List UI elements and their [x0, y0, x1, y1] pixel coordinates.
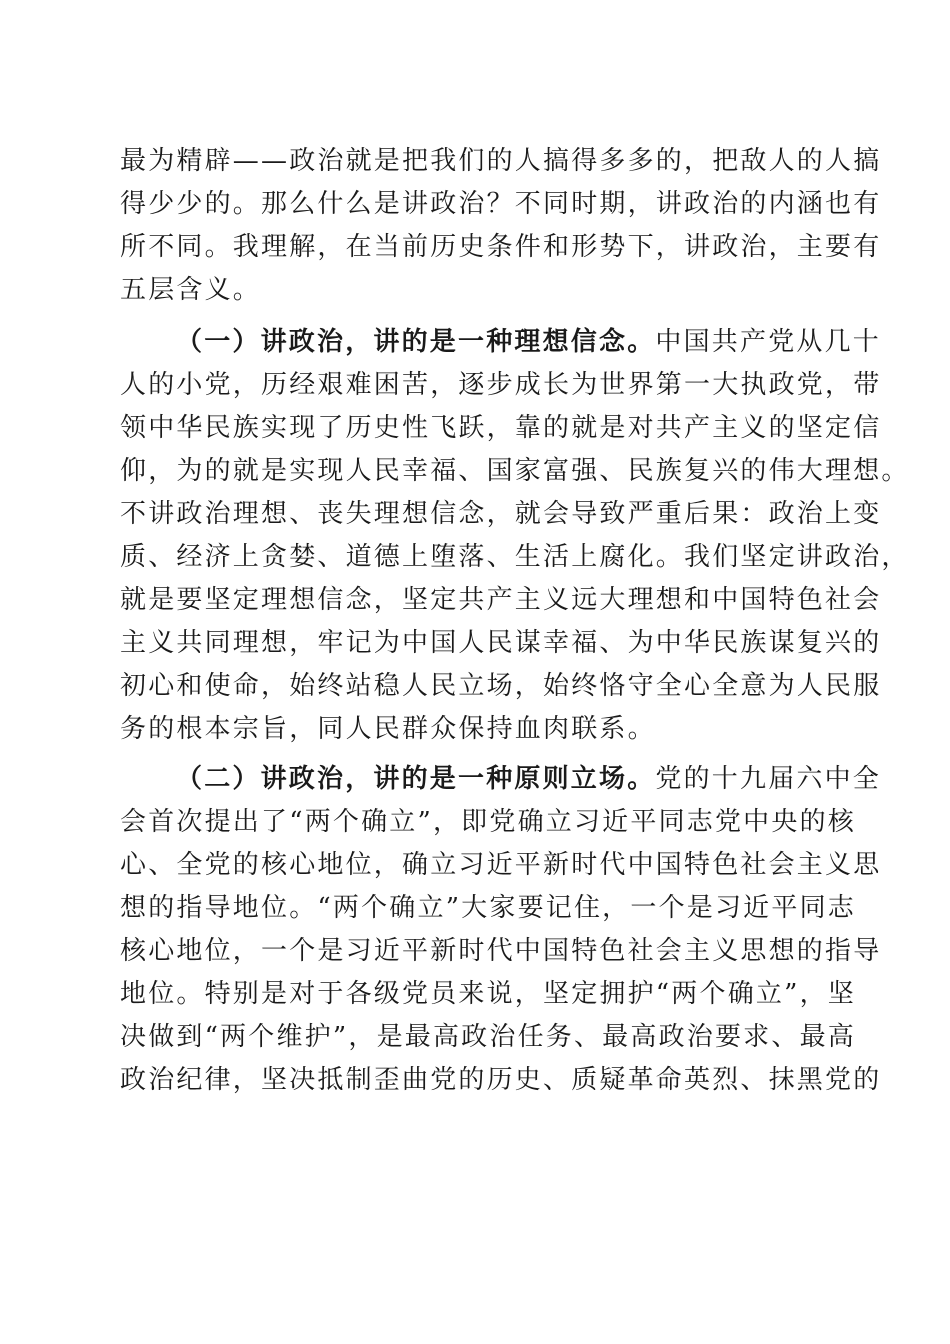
text-line: 决做到“两个维护”，是最高政治任务、最高政治要求、最高 — [120, 1022, 856, 1052]
text-line: 想的指导地位。“两个确立”大家要记住，一个是习近平同志 — [120, 893, 856, 923]
text-line: 政治纪律，坚决抵制歪曲党的历史、质疑革命英烈、抹黑党的 — [120, 1065, 882, 1095]
text-line: 核心地位，一个是习近平新时代中国特色社会主义思想的指导 — [120, 936, 882, 966]
section-1-heading: （一）讲政治，讲的是一种理想信念。 — [176, 327, 656, 357]
text-line: 就是要坚定理想信念，坚定共产主义远大理想和中国特色社会 — [120, 585, 882, 615]
text-line: 得少少的。那么什么是讲政治？不同时期，讲政治的内涵也有 — [120, 189, 882, 219]
text-line: 仰，为的就是实现人民幸福、国家富强、民族复兴的伟大理想。 — [120, 456, 910, 486]
text-line: 初心和使命，始终站稳人民立场，始终恪守全心全意为人民服 — [120, 671, 882, 701]
text-line: 五层含义。 — [120, 275, 262, 305]
text-line: 心、全党的核心地位，确立习近平新时代中国特色社会主义思 — [120, 850, 882, 880]
section-1-first-line-rest: 中国共产党从几十 — [655, 327, 882, 357]
section-2-first-line-rest: 党的十九届六中全 — [655, 764, 882, 794]
text-line: 地位。特别是对于各级党员来说，坚定拥护“两个确立”，坚 — [120, 979, 856, 1009]
section-1-first-line — [176, 327, 881, 357]
text-line: 领中华民族实现了历史性飞跃，靠的就是对共产主义的坚定信 — [120, 413, 882, 443]
text-line: 人的小党，历经艰难困苦，逐步成长为世界第一大执政党，带 — [120, 370, 882, 400]
text-line: 最为精辟——政治就是把我们的人搞得多多的，把敌人的人搞 — [120, 146, 882, 176]
text-line: 不讲政治理想、丧失理想信念，就会导致严重后果：政治上变 — [120, 499, 882, 529]
section-2-first-line — [176, 764, 881, 794]
text-line: 主义共同理想，牢记为中国人民谋幸福、为中华民族谋复兴的 — [120, 628, 882, 658]
text-line: 务的根本宗旨，同人民群众保持血肉联系。 — [120, 714, 656, 744]
text-line: 所不同。我理解，在当前历史条件和形势下，讲政治，主要有 — [120, 232, 882, 262]
text-line: 会首次提出了“两个确立”，即党确立习近平同志党中央的核 — [120, 807, 856, 837]
text-line: 质、经济上贪婪、道德上堕落、生活上腐化。我们坚定讲政治， — [120, 542, 910, 572]
section-2-heading: （二）讲政治，讲的是一种原则立场。 — [176, 764, 656, 794]
